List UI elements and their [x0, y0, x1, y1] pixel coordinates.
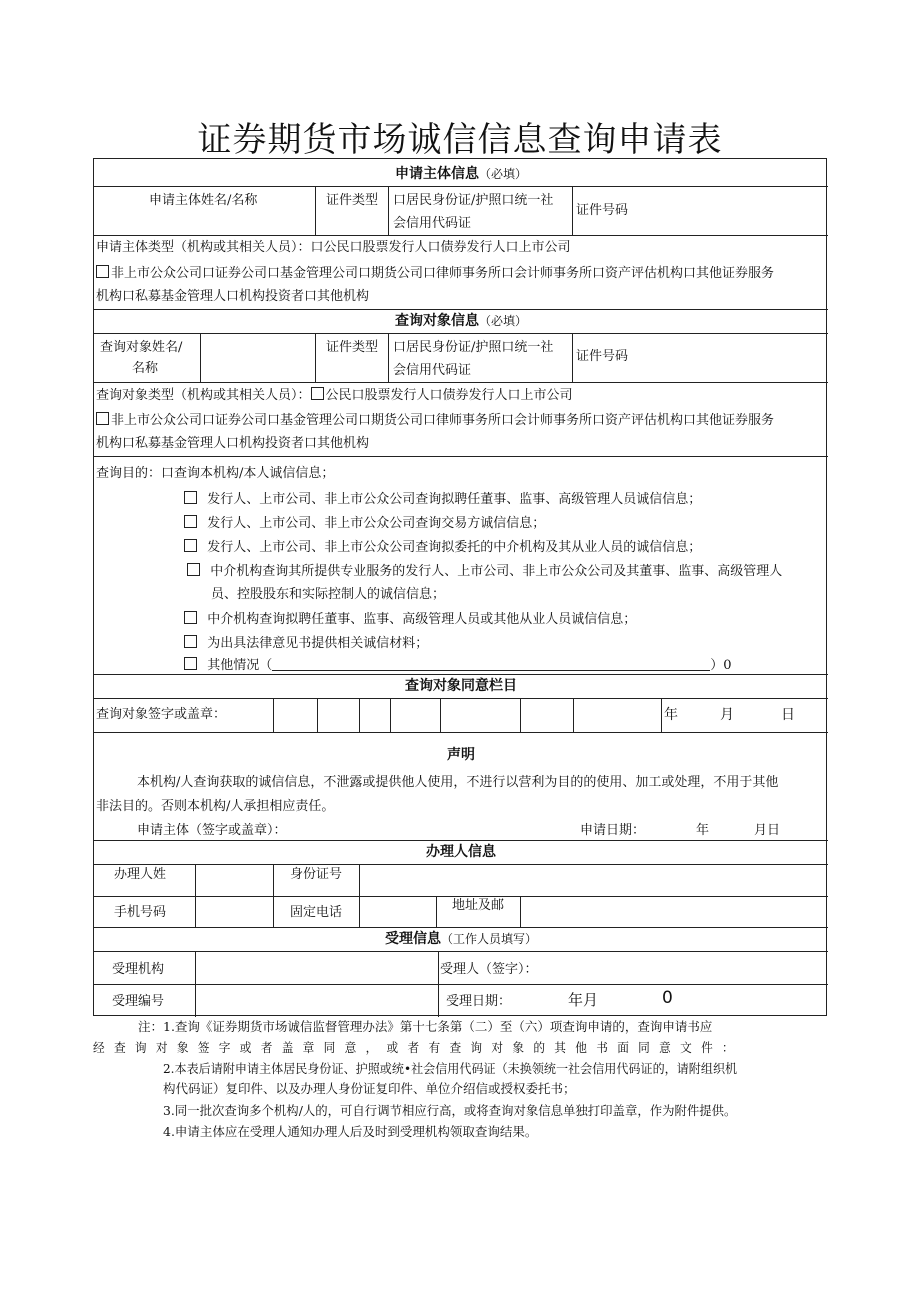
consent-sign-label: 查询对象签字或盖章： — [96, 707, 227, 722]
handler-landline-label: 固定电话 — [290, 905, 343, 920]
col-divider — [520, 698, 521, 732]
applicant-type-line[interactable] — [96, 265, 774, 282]
checkbox[interactable] — [96, 412, 109, 425]
note-line: 构代码证）复印件、以及办理人身份证复印件、单位介绍信或授权委托书； — [163, 1081, 576, 1096]
purpose-label[interactable]: 查询目的：口查询本机构/本人诚信信息； — [96, 466, 335, 481]
purpose-option-other[interactable] — [184, 657, 732, 674]
section-note: （必填） — [478, 314, 527, 328]
application-form — [93, 158, 827, 1016]
acceptance-date-value: 年月 — [568, 991, 599, 1009]
row-divider — [94, 732, 828, 733]
checkbox[interactable] — [184, 491, 197, 504]
col-divider — [315, 186, 316, 235]
col-divider — [359, 698, 360, 732]
purpose-option[interactable] — [184, 611, 636, 628]
acceptance-date-zero: 0 — [662, 988, 673, 1008]
note-line: 4.申请主体应在受理人通知办理人后及时到受理机构领取查询结果。 — [163, 1124, 538, 1139]
checkbox[interactable] — [184, 539, 197, 552]
section-title: 申请主体信息 — [394, 166, 479, 182]
applicant-id-type-label: 证件类型 — [326, 193, 379, 208]
consent-month: 月 — [720, 707, 734, 723]
row-divider — [94, 864, 828, 865]
target-id-type-options-cont: 会信用代码证 — [393, 363, 472, 378]
checkbox[interactable] — [184, 611, 197, 624]
applicant-section-header — [94, 165, 828, 183]
target-id-type-options[interactable]: 口居民身份证/护照口统一社 — [393, 340, 554, 355]
checkbox[interactable] — [311, 387, 324, 400]
col-divider — [390, 698, 391, 732]
row-divider — [94, 984, 828, 985]
handler-id-label: 身份证号 — [290, 867, 343, 882]
col-divider — [572, 186, 573, 235]
purpose-option[interactable] — [184, 491, 701, 508]
col-divider — [388, 333, 389, 382]
checkbox[interactable] — [184, 635, 197, 648]
other-end: ）0 — [710, 658, 732, 673]
target-section-header — [94, 312, 828, 330]
col-divider — [317, 698, 318, 732]
col-divider — [440, 698, 441, 732]
purpose-option[interactable] — [184, 515, 545, 532]
declaration-text: 本机构/人查询获取的诚信信息，不泄露或提供他人使用，不进行以营利为目的的使用、加工或处理，不用于其他 — [137, 775, 779, 790]
other-input-line[interactable] — [272, 658, 710, 671]
consent-section-header: 查询对象同意栏目 — [405, 678, 517, 694]
checkbox[interactable] — [184, 515, 197, 528]
purpose-option-text: 发行人、上市公司、非上市公众公司查询拟聘任董事、监事、高级管理人员诚信信息； — [207, 492, 702, 507]
handler-address-label: 地址及邮 — [452, 898, 505, 913]
col-divider — [438, 951, 439, 1017]
other-label: 其他情况（ — [207, 658, 273, 673]
target-type-line[interactable] — [96, 412, 774, 429]
row-divider — [94, 186, 828, 187]
note-line: 经 查 询 对 象 签 字 或 者 盖 章 同 意 ， 或 者 有 查 询 对 象 的 其 他 书 面 同 意 文 件 ： — [93, 1040, 737, 1055]
col-divider — [436, 896, 437, 927]
applicant-id-type-options-cont: 会信用代码证 — [393, 216, 472, 231]
col-divider — [520, 896, 521, 927]
purpose-option-text: 中介机构查询拟聘任董事、监事、高级管理人员或其他从业人员诚信信息； — [207, 612, 637, 627]
applicant-id-type-options[interactable]: 口居民身份证/护照口统一社 — [393, 193, 554, 208]
consent-year: 年 — [664, 707, 678, 723]
section-note: （工作人员填写） — [440, 932, 537, 946]
row-divider — [94, 698, 828, 699]
col-divider — [572, 333, 573, 382]
target-type-options: 公民口股票发行人口债券发行人口上市公司 — [325, 388, 573, 403]
col-divider — [200, 333, 201, 382]
col-divider — [573, 698, 574, 732]
applicant-type-line[interactable]: 申请主体类型（机构或其相关人员）：口公民口股票发行人口债券发行人口上市公司 — [96, 240, 571, 255]
row-divider — [94, 951, 828, 952]
row-divider — [94, 309, 828, 310]
declaration-header: 声明 — [447, 747, 475, 763]
row-divider — [94, 840, 828, 841]
col-divider — [273, 698, 274, 732]
col-divider — [273, 864, 274, 927]
declaration-month-day: 月日 — [754, 823, 781, 838]
row-divider — [94, 235, 828, 236]
form-title: 证券期货市场诚信信息查询申请表 — [197, 120, 723, 160]
target-type-line[interactable] — [96, 387, 573, 404]
row-divider — [94, 382, 828, 383]
col-divider — [315, 333, 316, 382]
consent-day: 日 — [781, 707, 795, 723]
section-note: （必填） — [478, 167, 527, 181]
row-divider — [94, 674, 828, 675]
checkbox[interactable] — [187, 563, 200, 576]
acceptance-date-label: 受理日期： — [446, 994, 512, 1009]
declaration-year: 年 — [696, 823, 710, 838]
applicant-type-options: 非上市公众公司口证券公司口基金管理公司口期货公司口律师事务所口会计师事务所口资产评估机构口其他证券服务 — [111, 266, 775, 281]
col-divider — [359, 864, 360, 927]
checkbox[interactable] — [184, 657, 197, 670]
row-divider — [94, 927, 828, 928]
target-type-label: 查询对象类型（机构或其相关人员）： — [96, 388, 311, 403]
row-divider — [94, 333, 828, 334]
purpose-option-text: 为出具法律意见书提供相关诚信材料； — [207, 636, 429, 651]
note-line: 2.本表后请附申请主体居民身份证、护照或统•社会信用代码证（未换领统一社会信用代码证的，请附组织机 — [163, 1061, 738, 1076]
checkbox[interactable] — [96, 265, 109, 278]
row-divider — [94, 456, 828, 457]
acceptance-section-header — [94, 930, 828, 948]
purpose-option[interactable] — [184, 635, 428, 652]
declaration-sign-label: 申请主体（签字或盖章）： — [137, 823, 287, 838]
acceptance-number-label: 受理编号 — [112, 994, 165, 1009]
target-name-label-cont: 名称 — [132, 361, 159, 376]
col-divider — [388, 186, 389, 235]
handler-phone-label: 手机号码 — [114, 905, 167, 920]
note-line: 3.同一批次查询多个机构/人的，可自行调节相应行高，或将查询对象信息单独打印盖章，作为附件提供。 — [163, 1103, 737, 1118]
applicant-type-line[interactable]: 机构口私募基金管理人口机构投资者口其他机构 — [96, 289, 370, 304]
col-divider — [195, 951, 196, 1017]
target-type-line[interactable]: 机构口私募基金管理人口机构投资者口其他机构 — [96, 436, 370, 451]
acceptance-acceptor-label: 受理人（签字）： — [440, 962, 538, 977]
col-divider — [195, 864, 196, 927]
target-type-options: 非上市公众公司口证券公司口基金管理公司口期货公司口律师事务所口会计师事务所口资产评估机构口其他证券服务 — [111, 413, 775, 428]
section-title: 受理信息 — [384, 931, 441, 947]
acceptance-agency-label: 受理机构 — [112, 962, 165, 977]
declaration-text: 非法目的。否则本机构/人承担相应责任。 — [96, 799, 335, 814]
purpose-option-cont: 员、控股股东和实际控制人的诚信信息； — [211, 587, 446, 602]
note-line: 注：1.查询《证券期货市场诚信监督管理办法》第十七条第（二）至（六）项查询申请的，查询申请书应 — [138, 1019, 713, 1034]
handler-section-header: 办理人信息 — [426, 844, 496, 860]
target-id-no-label: 证件号码 — [576, 349, 629, 364]
applicant-name-label: 申请主体姓名/名称 — [149, 193, 258, 208]
applicant-id-no-label: 证件号码 — [576, 203, 629, 218]
col-divider — [661, 698, 662, 732]
declaration-date-label: 申请日期： — [580, 823, 646, 838]
purpose-option[interactable] — [184, 539, 701, 556]
purpose-option-text: 发行人、上市公司、非上市公众公司查询交易方诚信信息； — [207, 516, 546, 531]
target-id-type-label: 证件类型 — [326, 340, 379, 355]
row-divider — [94, 896, 828, 897]
target-name-label: 查询对象姓名/ — [100, 340, 183, 355]
purpose-option-text: 中介机构查询其所提供专业服务的发行人、上市公司、非上市公众公司及其董事、监事、高级管理人 — [210, 564, 783, 579]
handler-name-label: 办理人姓 — [114, 867, 167, 882]
purpose-option-text: 发行人、上市公司、非上市公众公司查询拟委托的中介机构及其从业人员的诚信信息； — [207, 540, 702, 555]
purpose-option[interactable] — [187, 563, 782, 580]
section-title: 查询对象信息 — [394, 313, 479, 329]
